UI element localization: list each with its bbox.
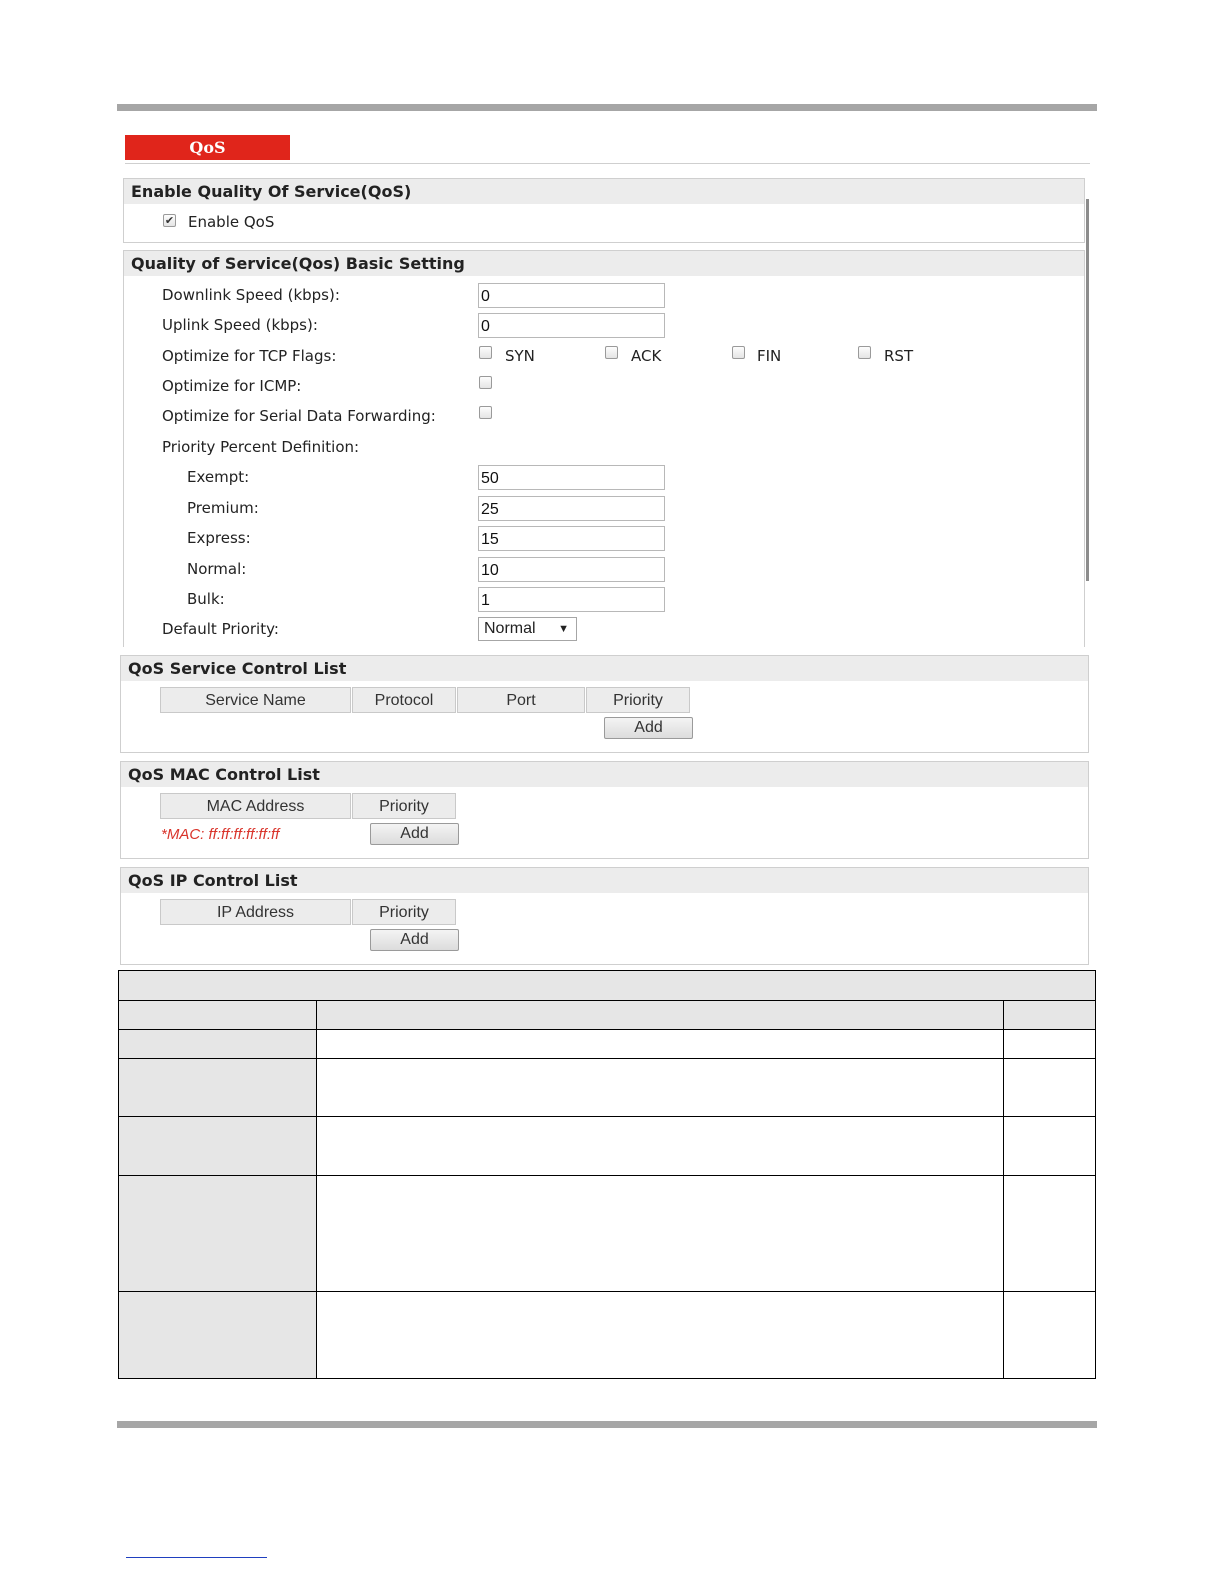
table-header-row	[119, 1001, 1096, 1030]
syn-checkbox[interactable]	[479, 346, 492, 359]
protocol-column: Protocol	[352, 687, 456, 713]
fin-checkbox[interactable]	[732, 346, 745, 359]
rst-checkbox[interactable]	[858, 346, 871, 359]
uplink-label: Uplink Speed (kbps):	[162, 316, 318, 334]
default-priority-value: Normal	[484, 620, 536, 637]
priority-column: Priority	[586, 687, 690, 713]
uplink-input[interactable]: 0	[478, 313, 665, 338]
express-label: Express:	[187, 529, 251, 547]
fin-label: FIN	[757, 347, 782, 365]
ip-priority-column: Priority	[352, 899, 456, 925]
service-name-column: Service Name	[160, 687, 351, 713]
parameter-table	[118, 970, 1096, 1379]
bulk-input[interactable]: 1	[478, 587, 665, 612]
service-list-header: QoS Service Control List	[121, 656, 1088, 681]
enable-qos-panel	[123, 178, 1085, 243]
premium-input[interactable]: 25	[478, 496, 665, 521]
normal-label: Normal:	[187, 560, 247, 578]
port-column: Port	[457, 687, 585, 713]
tcp-flags-label: Optimize for TCP Flags:	[162, 347, 337, 365]
service-add-button[interactable]: Add	[604, 717, 693, 739]
table-row	[119, 1176, 1096, 1292]
dropdown-arrow-icon: ▼	[558, 623, 569, 635]
exempt-input[interactable]: 50	[478, 465, 665, 490]
syn-label: SYN	[505, 347, 535, 365]
priority-percent-label: Priority Percent Definition:	[162, 438, 360, 456]
table-row	[119, 1292, 1096, 1379]
downlink-label: Downlink Speed (kbps):	[162, 286, 340, 304]
default-priority-select[interactable]	[478, 617, 577, 641]
table-row	[119, 1030, 1096, 1059]
table-row	[119, 1059, 1096, 1117]
tab-underline	[125, 163, 1090, 164]
exempt-label: Exempt:	[187, 468, 250, 486]
ip-address-column: IP Address	[160, 899, 351, 925]
icmp-label: Optimize for ICMP:	[162, 377, 302, 395]
table-title-row	[119, 971, 1096, 1001]
basic-setting-header: Quality of Service(Qos) Basic Setting	[124, 251, 1084, 276]
bulk-label: Bulk:	[187, 590, 225, 608]
downlink-input[interactable]: 0	[478, 283, 665, 308]
table-header-cell	[119, 1001, 317, 1030]
mac-add-button[interactable]: Add	[370, 823, 459, 845]
mac-list-header: QoS MAC Control List	[121, 762, 1088, 787]
ip-add-button[interactable]: Add	[370, 929, 459, 951]
premium-label: Premium:	[187, 499, 259, 517]
serial-label: Optimize for Serial Data Forwarding:	[162, 407, 436, 425]
enable-qos-label: Enable QoS	[188, 213, 275, 231]
table-header-cell	[317, 1001, 1004, 1030]
tab-qos[interactable]: QoS	[125, 135, 290, 160]
table-row	[119, 1117, 1096, 1176]
mac-format-hint: *MAC: ff:ff:ff:ff:ff:ff	[161, 826, 280, 843]
bottom-rule	[117, 1421, 1097, 1428]
default-priority-label: Default Priority:	[162, 620, 279, 638]
normal-input[interactable]: 10	[478, 557, 665, 582]
mac-address-column: MAC Address	[160, 793, 351, 819]
rst-label: RST	[884, 347, 914, 365]
scrollbar[interactable]	[1086, 199, 1089, 581]
ack-checkbox[interactable]	[605, 346, 618, 359]
serial-checkbox[interactable]	[479, 406, 492, 419]
footer-link-underline	[126, 1557, 267, 1558]
mac-priority-column: Priority	[352, 793, 456, 819]
ip-list-header: QoS IP Control List	[121, 868, 1088, 893]
enable-qos-header: Enable Quality Of Service(QoS)	[124, 179, 1084, 204]
enable-qos-checkbox[interactable]: ✔	[164, 214, 175, 227]
icmp-checkbox[interactable]	[479, 376, 492, 389]
ack-label: ACK	[631, 347, 662, 365]
top-rule	[117, 104, 1097, 111]
table-header-cell	[1004, 1001, 1096, 1030]
express-input[interactable]: 15	[478, 526, 665, 551]
